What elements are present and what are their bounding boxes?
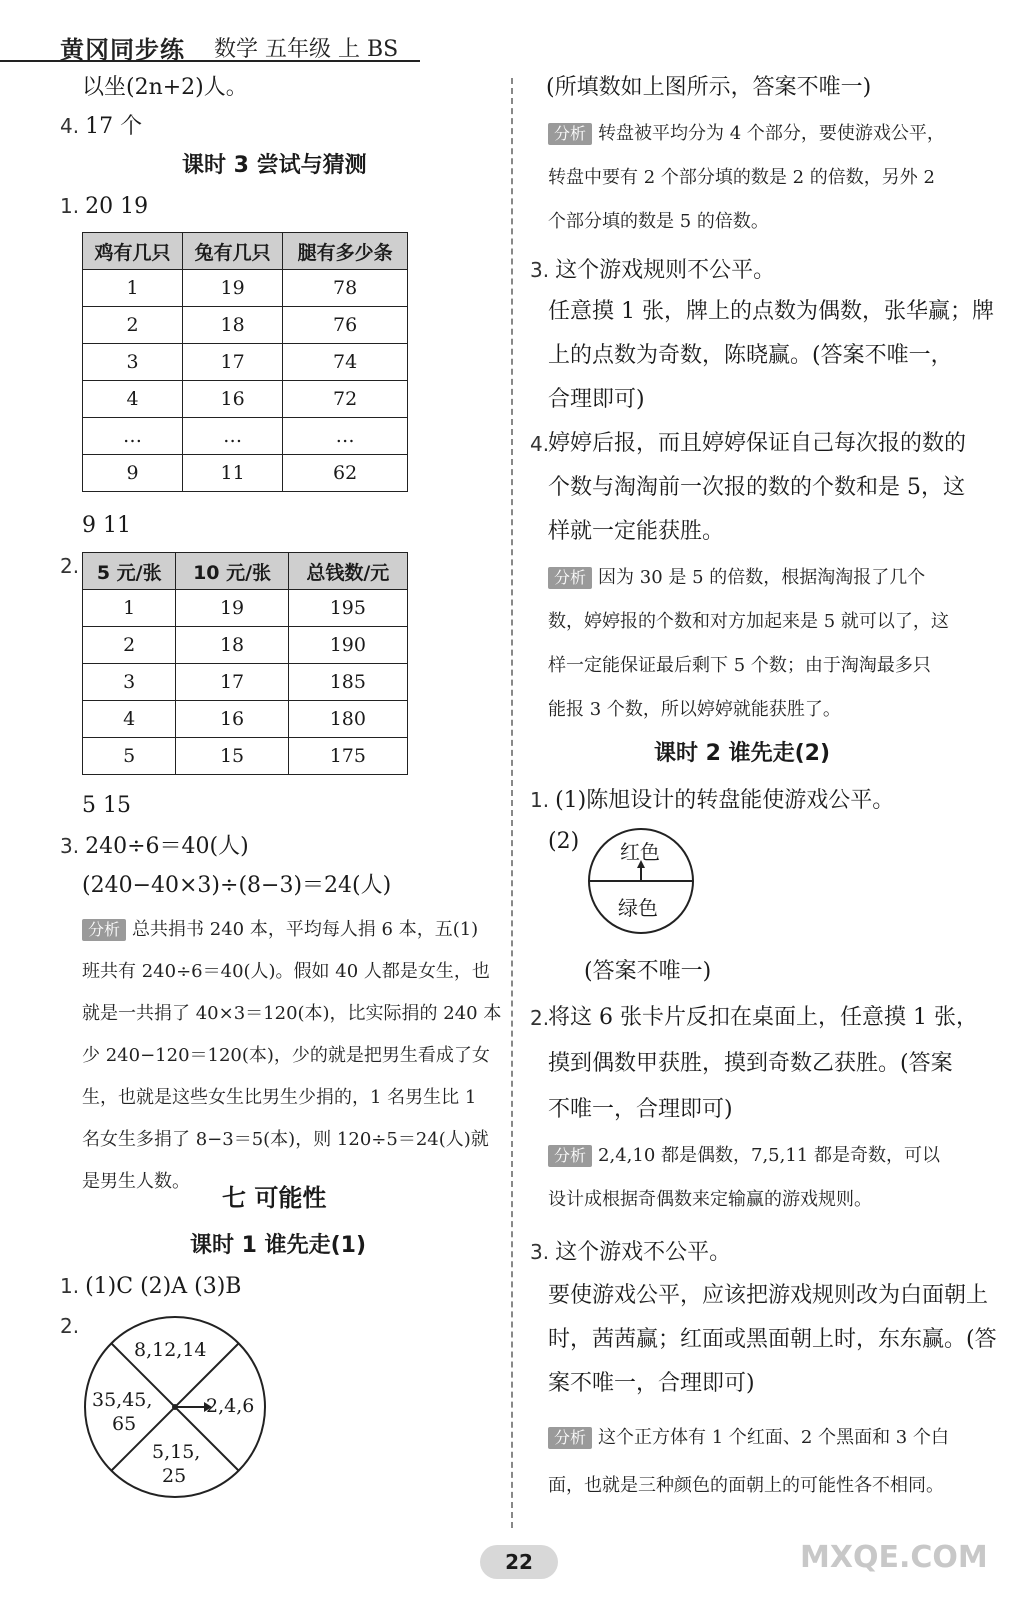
table-row (83, 270, 408, 307)
table-cell: 17 (176, 664, 288, 701)
table-cell: 62 (283, 455, 408, 492)
text-line: 以坐(2n+2)人。 (82, 75, 248, 100)
text-line: 数，婷婷报的个数和对方加起来是 5 就可以了，这 (548, 611, 949, 632)
text-line: 少 240−120＝120(本)，少的就是把男生看成了女 (82, 1045, 490, 1066)
answer-line: 5 15 (82, 793, 131, 818)
note-line: (答案不唯一) (584, 959, 712, 984)
text-line: 分析 总共捐书 240 本，平均每人捐 6 本，五(1) (82, 918, 478, 942)
text-line: 时，茜茜赢；红面或黑面朝上时，东东赢。(答 (548, 1327, 997, 1352)
spinner-label-green: 绿色 (618, 896, 658, 920)
header-rule (0, 60, 420, 62)
question-1: 1. 20 19 (60, 194, 149, 219)
table-header-cell: 兔有几只 (183, 233, 283, 270)
analysis-tag: 分析 (548, 567, 592, 589)
text-line: 名女生多捐了 8−3＝5(本)，则 120÷5＝24(人)就 (82, 1129, 489, 1150)
text-line: 不唯一，合理即可) (548, 1097, 733, 1122)
table-cell: … (283, 418, 408, 455)
sub-question: (2) (548, 829, 580, 854)
text-line: 是男生人数。 (82, 1171, 190, 1192)
table-header-cell: 腿有多少条 (283, 233, 408, 270)
table-cell: … (83, 418, 183, 455)
table-cell: 5 (83, 738, 176, 775)
text-line: 分析 2,4,10 都是偶数，7,5,11 都是奇数，可以 (548, 1144, 940, 1168)
page-number: 22 (480, 1545, 558, 1579)
table-cell: 4 (83, 381, 183, 418)
table-cell: 74 (283, 344, 408, 381)
table-money (82, 552, 408, 775)
table-cell: 2 (83, 307, 183, 344)
text-line: 样一定能保证最后剩下 5 个数；由于淘淘最多只 (548, 655, 931, 676)
text-line: 就是一共捐了 40×3＝120(本)，比实际捐的 240 本 (82, 1003, 502, 1024)
question-1: 1. (1)陈旭设计的转盘能使游戏公平。 (530, 788, 895, 813)
column-divider (511, 78, 513, 1528)
text-line: 转盘中要有 2 个部分填的数是 2 的倍数，另外 2 (548, 167, 935, 188)
question-2: 2. (530, 1006, 550, 1030)
spinner-label-top: 8,12,14 (134, 1339, 207, 1361)
table-cell: 72 (283, 381, 408, 418)
text-line: 将这 6 张卡片反扣在桌面上，任意摸 1 张， (548, 1005, 978, 1030)
text-line: 能报 3 个数，所以婷婷就能获胜了。 (548, 699, 841, 720)
table-header-cell: 5 元/张 (83, 553, 176, 590)
spinner-label-right: 2,4,6 (206, 1395, 255, 1417)
question-2-label: 2. (60, 1314, 80, 1338)
question-1-choices: 1. (1)C (2)A (3)B (60, 1274, 242, 1299)
table-cell: 76 (283, 307, 408, 344)
table-row (83, 590, 408, 627)
spinner-label-left: 35,45, (92, 1389, 153, 1411)
table-cell: 16 (183, 381, 283, 418)
text-line: 合理即可) (548, 387, 645, 412)
table-row (83, 381, 408, 418)
table-header-cell: 鸡有几只 (83, 233, 183, 270)
table-cell: 18 (183, 307, 283, 344)
analysis-tag: 分析 (548, 1145, 592, 1167)
table-cell: 175 (288, 738, 407, 775)
section-title-lesson3: 课时 3 尝试与猜测 (182, 153, 367, 178)
table-cell: 3 (83, 664, 176, 701)
table-cell: 18 (176, 627, 288, 664)
table-cell: 17 (183, 344, 283, 381)
table-row (83, 307, 408, 344)
analysis-tag: 分析 (548, 123, 592, 145)
text-line: 个数与淘淘前一次报的数的个数和是 5，这 (548, 475, 965, 500)
table-cell: 15 (176, 738, 288, 775)
table-cell: 19 (183, 270, 283, 307)
text-line: 面，也就是三种颜色的面朝上的可能性各不相同。 (548, 1475, 944, 1496)
table-cell: 78 (283, 270, 408, 307)
table-chicken-rabbit (82, 232, 408, 492)
text-line: 分析 这个正方体有 1 个红面、2 个黑面和 3 个白 (548, 1426, 949, 1450)
question-3: 3. 这个游戏不公平。 (530, 1240, 732, 1265)
table-cell: 9 (83, 455, 183, 492)
table-cell: 1 (83, 590, 176, 627)
table-cell: 180 (288, 701, 407, 738)
table-cell: 16 (176, 701, 288, 738)
text-line: 班共有 240÷6＝40(人)。假如 40 人都是女生，也 (82, 961, 490, 982)
table-cell: 1 (83, 270, 183, 307)
table-cell: 11 (183, 455, 283, 492)
table-cell: 3 (83, 344, 183, 381)
formula-line: (240−40×3)÷(8−3)＝24(人) (82, 873, 392, 898)
watermark: MXQE.COM (800, 1540, 988, 1575)
text-line: 案不唯一，合理即可) (548, 1371, 755, 1396)
text-line: 个部分填的数是 5 的倍数。 (548, 211, 769, 232)
table-row (83, 664, 408, 701)
question-4: 4. (530, 432, 550, 456)
table-cell: … (183, 418, 283, 455)
table-row (83, 738, 408, 775)
text-line: 分析 转盘被平均分为 4 个部分，要使游戏公平， (548, 122, 945, 146)
table-cell: 4 (83, 701, 176, 738)
text-line: (所填数如上图所示，答案不唯一) (546, 75, 872, 100)
answer-line: 9 11 (82, 513, 131, 538)
text-line: 摸到偶数甲获胜，摸到奇数乙获胜。(答案 (548, 1051, 953, 1076)
table-cell: 19 (176, 590, 288, 627)
text-line: 设计成根据奇偶数来定输赢的游戏规则。 (548, 1189, 872, 1210)
table-row (83, 344, 408, 381)
text-line: 生，也就是这些女生比男生少捐的，1 名男生比 1 (82, 1087, 477, 1108)
section-title-lesson2: 课时 2 谁先走(2) (654, 741, 831, 766)
analysis-tag: 分析 (82, 919, 126, 941)
question-2: 2. (60, 554, 80, 578)
table-cell: 195 (288, 590, 407, 627)
text-line: 婷婷后报，而且婷婷保证自己每次报的数的 (548, 431, 967, 456)
table-header-cell: 10 元/张 (176, 553, 288, 590)
text-line: 分析 因为 30 是 5 的倍数，根据淘淘报了几个 (548, 566, 925, 590)
text-line: 上的点数为奇数，陈晓赢。(答案不唯一， (548, 343, 953, 368)
table-row (83, 627, 408, 664)
text-line: 任意摸 1 张，牌上的点数为偶数，张华赢；牌 (548, 299, 994, 324)
text-line: 样就一定能获胜。 (548, 519, 725, 544)
question-3: 3. 这个游戏规则不公平。 (530, 258, 776, 283)
table-row (83, 455, 408, 492)
spinner-label-bottom: 25 (162, 1465, 187, 1487)
table-header-cell: 总钱数/元 (288, 553, 407, 590)
text-line: 要使游戏公平，应该把游戏规则改为白面朝上 (548, 1283, 989, 1308)
table-cell: 190 (288, 627, 407, 664)
table-row (83, 418, 408, 455)
spinner-label-bottom: 5,15, (152, 1441, 201, 1463)
spinner-label-left: 65 (112, 1413, 137, 1435)
question-3: 3. 240÷6＝40(人) (60, 834, 249, 859)
section-title-lesson1: 课时 1 谁先走(1) (190, 1233, 367, 1258)
table-cell: 2 (83, 627, 176, 664)
brand-logo: 黄冈同步练 (60, 36, 185, 64)
table-cell: 185 (288, 664, 407, 701)
analysis-tag: 分析 (548, 1427, 592, 1449)
header-subject: 数学 五年级 上 BS (214, 37, 399, 62)
spinner-label-red: 红色 (620, 840, 660, 864)
chapter-title: 七 可能性 (222, 1184, 327, 1212)
question-4: 4. 17 个 (60, 114, 143, 139)
table-row (83, 701, 408, 738)
